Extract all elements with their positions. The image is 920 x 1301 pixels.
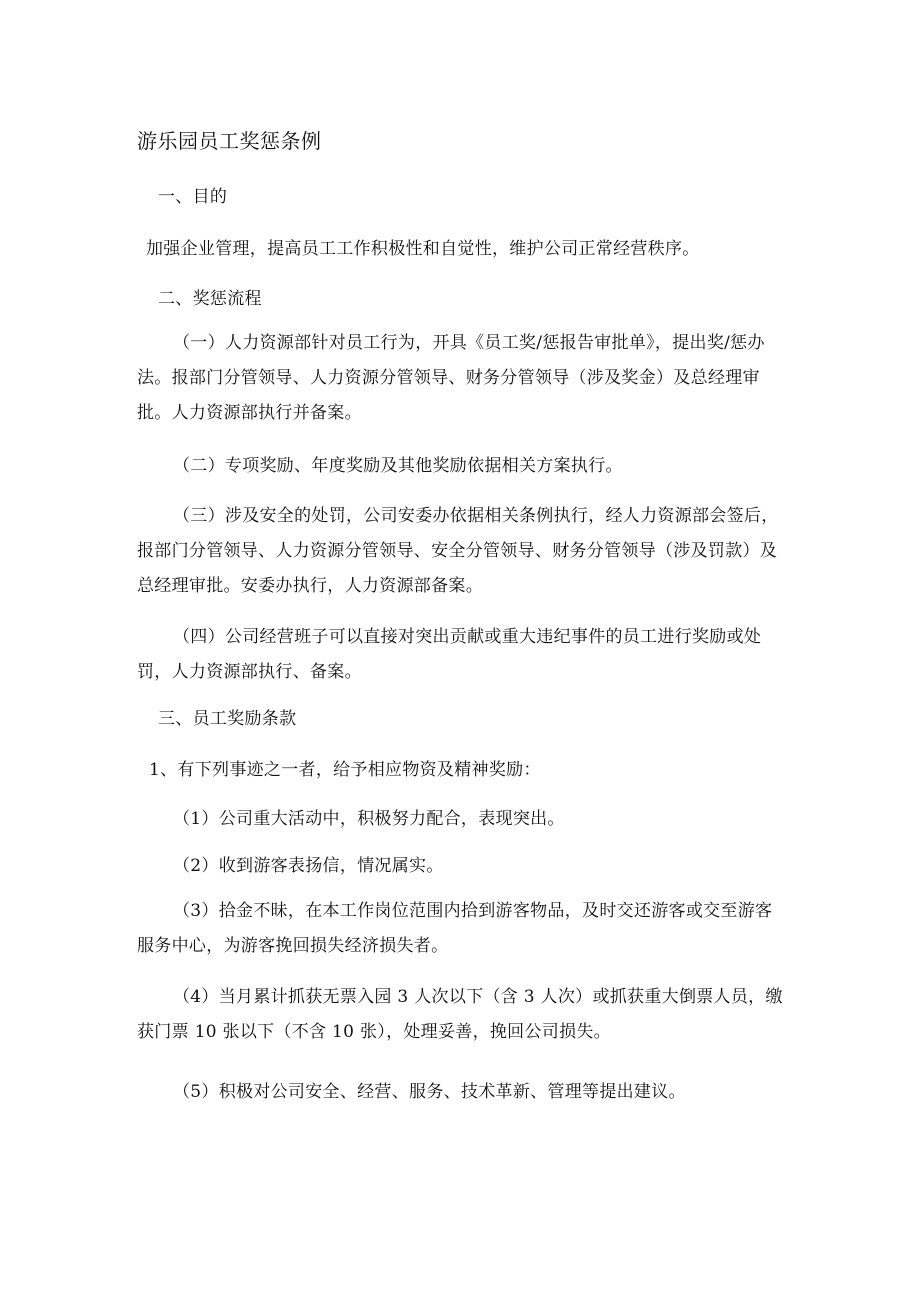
section-3-item-4: （4）当月累计抓获无票入园 3 人次以下（含 3 人次）或抓获重大倒票人员，缴获门票 10 张以下（不含 10 张），处理妥善，挽回公司损失。: [137, 987, 783, 1042]
section-3-item-1: （1）公司重大活动中，积极努力配合，表现突出。: [173, 809, 565, 829]
section-1-heading: 一、目的: [158, 187, 228, 207]
section-3-heading: 三、员工奖励条款: [158, 709, 297, 729]
section-3-item-3: （3）拾金不昧，在本工作岗位范围内拾到游客物品，及时交还游客或交至游客服务中心，为游客挽回损失经济损失者。: [137, 901, 773, 956]
section-2-item-3: （三）涉及安全的处罚，公司安委办依据相关条例执行，经人力资源部会签后，报部门分管领导、人力资源分管领导、安全分管领导、财务分管领导（涉及罚款）及总经理审批。安委办执行，人力资源部备案。: [137, 506, 779, 596]
section-2-item-1: （一）人力资源部针对员工行为，开具《员工奖/惩报告审批单》，提出奖/惩办法。报部门分管领导、人力资源分管领导、财务分管领导（涉及奖金）及总经理审批。人力资源部执行并备案。: [137, 333, 765, 423]
section-3-item-5: （5）积极对公司安全、经营、服务、技术革新、管理等提出建议。: [173, 1082, 686, 1102]
section-1-text: 加强企业管理，提高员工工作积极性和自觉性，维护公司正常经营秩序。: [146, 239, 700, 259]
document-title: 游乐园员工奖惩条例: [137, 129, 322, 153]
section-3-item-2: （2）收到游客表扬信，情况属实。: [173, 856, 444, 876]
section-3-subheading: 1、有下列事迹之一者，给予相应物资及精神奖励：: [149, 760, 541, 780]
section-2-item-4: （四）公司经营班子可以直接对突出贡献或重大违纪事件的员工进行奖励或处罚，人力资源部执行、备案。: [137, 627, 762, 682]
section-2-heading: 二、奖惩流程: [158, 289, 262, 309]
section-2-item-2: （二）专项奖励、年度奖励及其他奖励依据相关方案执行。: [173, 456, 623, 476]
